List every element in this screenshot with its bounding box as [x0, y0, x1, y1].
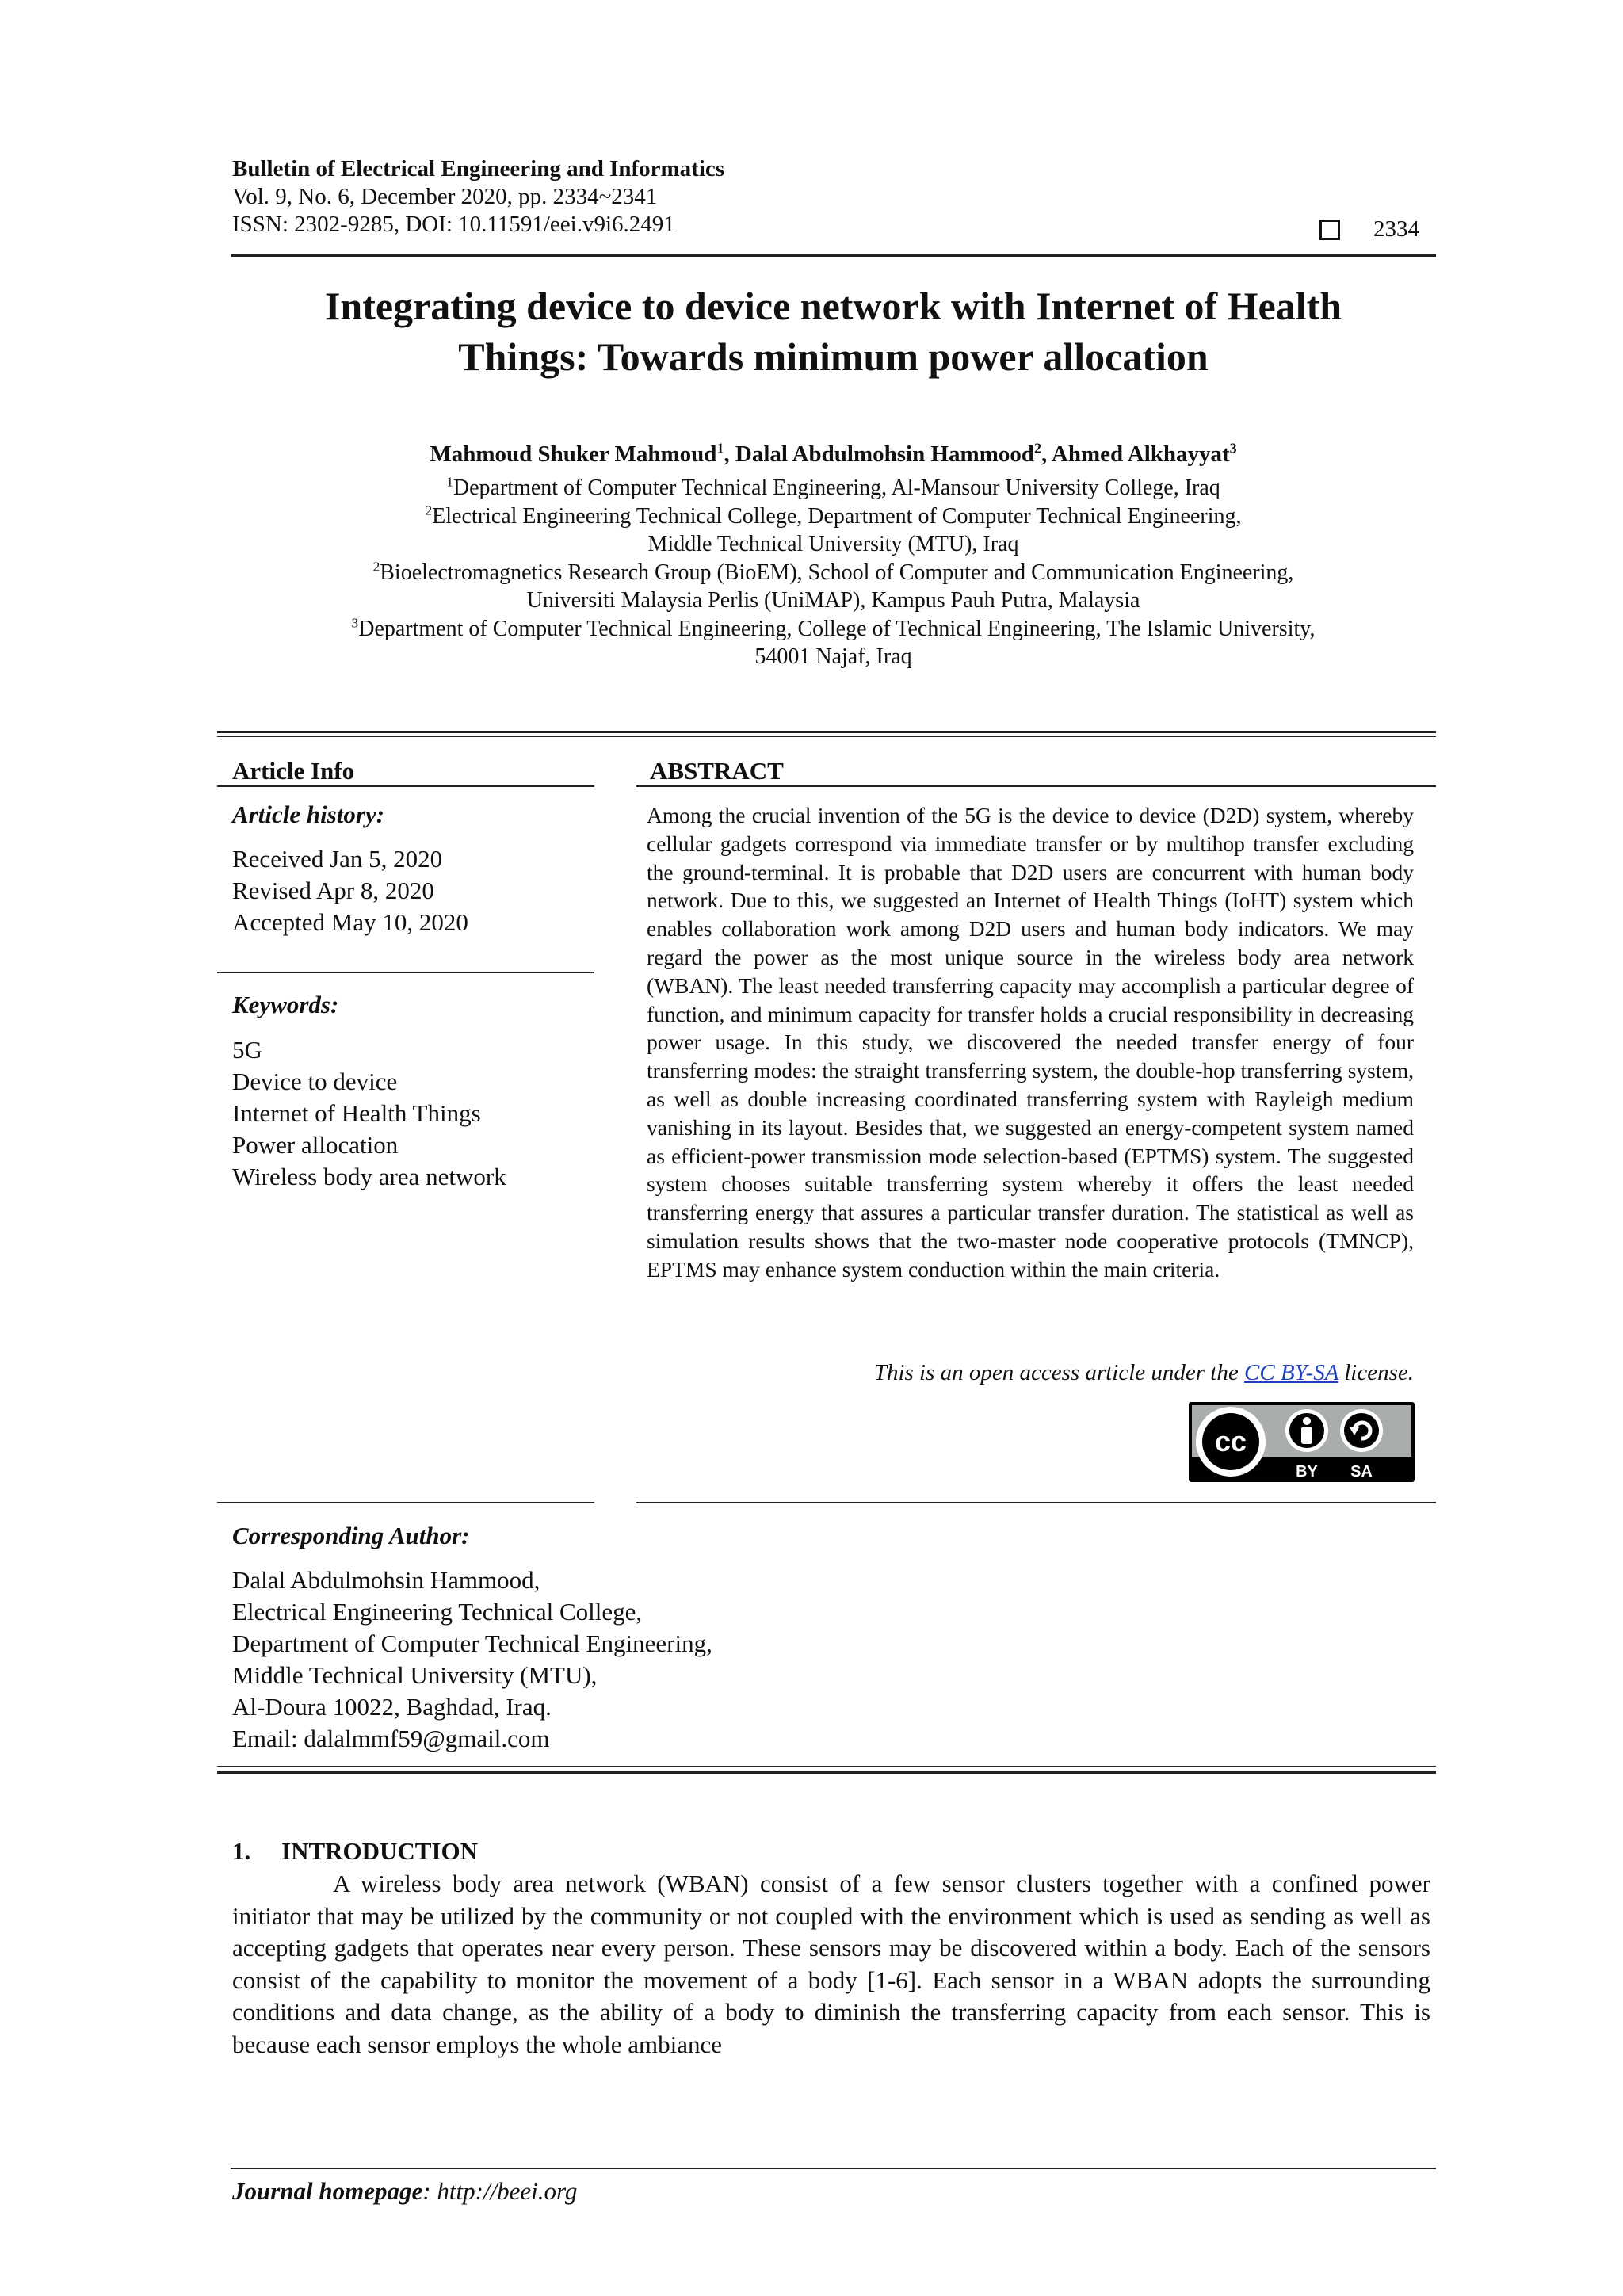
journal-issn: ISSN: 2302-9285, DOI: 10.11591/eei.v9i6.2491: [232, 212, 675, 237]
corresponding-line: Electrical Engineering Technical College,: [232, 1598, 643, 1626]
by-icon-head: [1303, 1417, 1311, 1425]
frame-top-rule: [217, 731, 1436, 733]
keyword-item: Power allocation: [232, 1131, 399, 1159]
author-name: Dalal Abdulmohsin Hammood: [735, 441, 1034, 467]
cc-badge-graphic: [1189, 1402, 1415, 1482]
footer-rule: [231, 2168, 1436, 2169]
author-sup: 3: [1229, 440, 1237, 457]
corresponding-author-details: [232, 1564, 712, 1755]
journal-name: Bulletin of Electrical Engineering and Informatics: [232, 156, 725, 181]
affiliation-text: Bioelectromagnetics Research Group (BioEM), School of Computer and Communication Engineering,: [380, 560, 1294, 585]
affiliation-text: Electrical Engineering Technical College, Department of Computer Technical Engineering,: [432, 503, 1242, 529]
journal-volume: Vol. 9, No. 6, December 2020, pp. 2334~2341: [232, 184, 658, 209]
by-label: BY: [1296, 1463, 1318, 1480]
by-icon-body: [1301, 1427, 1312, 1444]
cc-icon: cc: [1214, 1425, 1247, 1457]
corresponding-line: Department of Computer Technical Engineering,: [232, 1629, 712, 1657]
cc-license-badge[interactable]: [1189, 1402, 1415, 1482]
header-rule: [231, 254, 1436, 257]
page-number: 2334: [1373, 216, 1419, 242]
introduction-heading: 1. INTRODUCTION: [232, 1837, 479, 1865]
affiliation: [231, 615, 1436, 644]
author-sup: 2: [1033, 440, 1041, 457]
affiliation-text: Department of Computer Technical Engineering, Al-Mansour University College, Iraq: [453, 476, 1220, 500]
corresponding-line: Al-Doura 10022, Baghdad, Iraq.: [232, 1693, 552, 1721]
article-info-heading: Article Info: [232, 757, 355, 785]
affiliation-text: Department of Computer Technical Engineering, College of Technical Engineering, The Islamic University,: [358, 616, 1316, 641]
paper-title: [231, 281, 1436, 382]
sa-label: SA: [1350, 1463, 1373, 1480]
left-column-end-rule: [217, 1502, 594, 1503]
abstract-text: Among the crucial invention of the 5G is the device to device (D2D) system, whereby cellular gadgets correspond via immediate transfer or by multihop transfer excluding the ground-terminal. It is probable that D2D users are concurrent with human body network. Due to this, we suggested an Internet of Health Things (IoHT) system which enables collaboration work among D2D users and human body indicators. We may regard the power as the most unique source in the wireless body area network (WBAN). The least needed transferring capacity may accomplish a particular degree of function, and minimum capacity for transfer holds a crucial responsibility in decreasing power usage. In this study, we discovered the needed transfer energy of four transferring modes: the straight transferring system, the double-hop transferring system, as well as double increasing coordinated transferring system with Rayleigh medium vanishing in its layout. Besides that, we suggested an energy-competent system named as efficient-power transmission mode selection-based (EPTMS) system. The suggested system chooses suitable transferring system whereby it offers the least needed transferring energy that assures a particular transfer duration. The statistical as well as simulation results shows that the two-master node cooperative protocols (TMNCP), EPTMS may enhance system conduction within the main criteria.: [647, 803, 1414, 1282]
affiliation: [231, 586, 1436, 615]
abstract-heading: ABSTRACT: [650, 757, 784, 785]
sa-icon-ring: [1344, 1413, 1379, 1448]
title-line-1: Integrating device to device network with Internet of Health: [324, 284, 1342, 328]
affiliation-sup: 3: [351, 615, 359, 631]
affiliation-text: Middle Technical University (MTU), Iraq: [647, 532, 1019, 556]
license-note: [647, 1359, 1414, 1386]
square-icon: [1319, 220, 1340, 240]
homepage-label: Journal homepage: [232, 2177, 423, 2205]
corresponding-line: Middle Technical University (MTU),: [232, 1661, 598, 1689]
corresponding-author-heading: Corresponding Author:: [232, 1522, 470, 1549]
affiliation-sup: 2: [372, 559, 380, 575]
title-line-2: Things: Towards minimum power allocation: [458, 334, 1209, 379]
author-name: Ahmed Alkhayyat: [1051, 441, 1230, 467]
license-prefix: This is an open access article under the: [873, 1360, 1244, 1385]
keyword-item: 5G: [232, 1036, 262, 1064]
corresponding-line: Dalal Abdulmohsin Hammood,: [232, 1566, 540, 1594]
affiliation-sup: 2: [425, 502, 433, 518]
affiliation: [231, 530, 1436, 559]
author-list: [231, 440, 1436, 468]
history-item: Received Jan 5, 2020: [232, 845, 443, 873]
keyword-item: Internet of Health Things: [232, 1099, 481, 1127]
keywords-heading: Keywords:: [232, 991, 339, 1018]
author-name: Mahmoud Shuker Mahmoud: [430, 441, 717, 467]
frame-bottom-rule-thin: [217, 1766, 1436, 1767]
homepage-url[interactable]: : http://beei.org: [422, 2177, 578, 2205]
history-rule: [217, 972, 594, 973]
license-suffix: license.: [1338, 1360, 1414, 1385]
affiliation-sup: 1: [446, 474, 453, 490]
author-sep: ,: [1041, 441, 1052, 467]
affiliation: [231, 502, 1436, 531]
affiliation-text: Universiti Malaysia Perlis (UniMAP), Kampus Pauh Putra, Malaysia: [526, 588, 1140, 613]
history-item: Revised Apr 8, 2020: [232, 877, 434, 904]
keyword-item: Wireless body area network: [232, 1163, 506, 1190]
affiliation-list: [231, 474, 1436, 671]
history-item: Accepted May 10, 2020: [232, 908, 468, 936]
affiliation: [231, 474, 1436, 502]
affiliation: [231, 559, 1436, 587]
article-info-rule: [217, 785, 594, 787]
abstract-rule: [636, 785, 1436, 787]
right-column-end-rule: [636, 1502, 1436, 1503]
author-sup: 1: [716, 440, 724, 457]
corresponding-email: Email: dalalmmf59@gmail.com: [232, 1725, 550, 1752]
keyword-item: Device to device: [232, 1068, 398, 1095]
frame-bottom-rule: [217, 1771, 1436, 1774]
introduction-text: A wireless body area network (WBAN) consist of a few sensor clusters together with a confined power initiator that may be utilized by the community or not coupled with the environment which is used as sending as well as accepting gadgets that operates near every person. These sensors may be discovered within a body. Each of the sensors consist of the capability to monitor the movement of a body [1-6]. Each sensor in a WBAN adopts the surrounding conditions and data change, as the ability of a body to diminish the transferring capacity from each sensor. This is because each sensor employs the whole ambiance: [232, 1870, 1430, 2058]
frame-top-rule-thin: [217, 736, 1436, 737]
article-history-heading: Article history:: [232, 800, 385, 828]
journal-homepage: [232, 2177, 577, 2206]
affiliation-text: 54001 Najaf, Iraq: [754, 644, 912, 669]
cc-by-sa-link[interactable]: CC BY-SA: [1244, 1360, 1338, 1385]
author-sep: ,: [724, 441, 735, 467]
article-history-list: [232, 843, 468, 938]
keywords-list: [232, 1034, 506, 1193]
affiliation: [231, 643, 1436, 671]
